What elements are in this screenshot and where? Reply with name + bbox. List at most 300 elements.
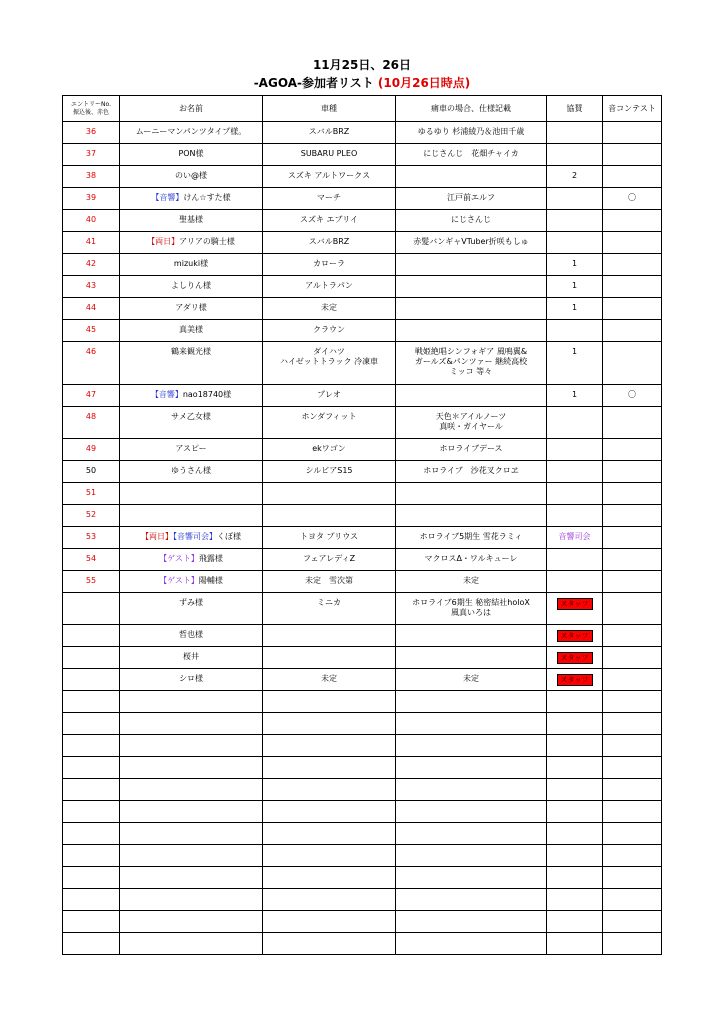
table-row [63,122,662,144]
empty-cell [263,691,396,713]
car-text: スバルBRZ [308,127,350,136]
empty-cell [396,801,547,823]
name-cell [120,407,263,439]
staff-badge: スタッフ [557,630,593,642]
spec-cell [396,593,547,625]
sponsor-cell: 2 [547,166,603,188]
empty-cell [603,757,662,779]
car-text: クラウン [313,325,345,334]
contest-cell [603,625,662,647]
table-row [63,276,662,298]
spec-cell [396,188,547,210]
table-row [63,254,662,276]
car-text: ミニカ [317,598,341,607]
contest-cell [603,549,662,571]
table-row [63,407,662,439]
header-entry-no [63,96,120,122]
entry-no-cell: 55 [63,571,120,593]
entry-no-cell: 45 [63,320,120,342]
contest-cell [603,166,662,188]
name-cell [120,647,263,669]
participant-name: nao18740様 [182,390,232,399]
spec-cell [396,342,547,385]
empty-row [63,933,662,955]
table-row [63,232,662,254]
empty-cell [396,933,547,955]
table-row [63,527,662,549]
sponsor-cell [547,439,603,461]
name-cell [120,527,263,549]
empty-cell [263,889,396,911]
entry-no-cell [63,647,120,669]
participant-name: ゆうさん様 [171,466,211,475]
empty-cell [120,735,263,757]
sponsor-cell: 1 [547,254,603,276]
table-row [63,571,662,593]
car-cell [263,342,396,385]
table-body [63,122,662,955]
empty-cell [263,933,396,955]
empty-cell [120,691,263,713]
empty-row [63,735,662,757]
list-title [0,76,724,90]
table-row [63,647,662,669]
empty-cell [547,691,603,713]
empty-cell [547,757,603,779]
empty-cell [396,757,547,779]
table-row [63,342,662,385]
tag-label: 【両日】 [141,532,173,541]
empty-cell [120,889,263,911]
name-cell [120,625,263,647]
spec-text: にじさんじ 花畑チャイカ [423,149,519,158]
empty-row [63,867,662,889]
car-text: アルトラパン [305,281,353,290]
participant-name: 桜井 [183,652,199,661]
car-text: マーチ [317,193,341,202]
participant-name: よしりん様 [171,281,211,290]
spec-text: にじさんじ [451,215,491,224]
spec-cell [396,407,547,439]
spec-cell [396,232,547,254]
empty-cell [547,845,603,867]
table-row [63,625,662,647]
empty-cell [603,735,662,757]
header-sponsor: 協賛 [547,96,603,122]
spec-text: 江戸前エルフ [447,193,495,202]
empty-cell [603,867,662,889]
empty-cell [263,911,396,933]
car-cell [263,298,396,320]
sponsor-cell [547,549,603,571]
empty-cell [263,845,396,867]
empty-cell [63,713,120,735]
car-cell [263,647,396,669]
sponsor-cell: 音響司会 [547,527,603,549]
empty-cell [603,691,662,713]
empty-cell [120,845,263,867]
empty-cell [603,823,662,845]
empty-row [63,845,662,867]
participant-table [62,95,662,955]
empty-cell [603,933,662,955]
empty-cell [63,779,120,801]
empty-cell [63,845,120,867]
entry-no-cell: 39 [63,188,120,210]
tag-label: 【ゲスト】 [159,576,199,585]
table-row [63,549,662,571]
table-row [63,144,662,166]
spec-cell [396,505,547,527]
contest-cell [603,298,662,320]
spec-cell [396,439,547,461]
empty-cell [263,735,396,757]
participant-name: 鶴来観光様 [171,347,211,356]
empty-cell [547,867,603,889]
as-of-note: (10月26日時点) [377,76,471,90]
empty-cell [63,823,120,845]
car-cell [263,122,396,144]
spec-text: ゆるゆり 杉浦綾乃＆池田千歳 [417,127,525,136]
sponsor-cell [547,483,603,505]
car-text: 未定 [321,674,337,683]
name-cell [120,188,263,210]
sponsor-cell [547,407,603,439]
header-entry-no-line: エントリーNo. [71,100,111,108]
entry-no-cell [63,593,120,625]
participant-name: PON様 [178,149,204,158]
spec-text: 風真いろは [451,608,491,617]
spec-cell [396,122,547,144]
name-cell [120,669,263,691]
empty-row [63,889,662,911]
table-row [63,385,662,407]
car-cell [263,439,396,461]
sponsor-cell [547,232,603,254]
empty-cell [63,757,120,779]
participant-name: サメ乙女様 [171,412,211,421]
spec-cell [396,166,547,188]
contest-cell [603,483,662,505]
spec-cell [396,385,547,407]
car-text: プレオ [317,390,341,399]
table-header-row [63,96,662,122]
car-cell [263,210,396,232]
empty-cell [547,713,603,735]
car-text: シルビアS15 [305,466,353,475]
participant-name: シロ様 [179,674,203,683]
empty-cell [263,801,396,823]
empty-cell [120,713,263,735]
spec-text: 天色＊アイルノーツ [435,412,507,421]
participant-name: mizuki様 [173,259,209,268]
name-cell [120,385,263,407]
spec-cell [396,298,547,320]
empty-cell [396,713,547,735]
empty-cell [396,779,547,801]
empty-cell [120,823,263,845]
sponsor-cell: 1 [547,385,603,407]
tag-label: 【両日】 [147,237,180,246]
empty-cell [396,845,547,867]
participant-name: アリアの騎士様 [179,237,235,246]
contest-cell [603,342,662,385]
car-text: ホンダフィット [301,412,357,421]
spec-cell [396,461,547,483]
spec-cell [396,527,547,549]
contest-cell [603,320,662,342]
table-row [63,298,662,320]
entry-no-cell: 47 [63,385,120,407]
entry-no-cell: 54 [63,549,120,571]
contest-cell [603,505,662,527]
sponsor-cell: 1 [547,276,603,298]
empty-cell [63,691,120,713]
car-text: カローラ [313,259,345,268]
car-cell [263,166,396,188]
name-cell [120,461,263,483]
contest-cell [603,122,662,144]
participant-name: 陽輔様 [198,576,223,585]
contest-cell [603,571,662,593]
contest-cell [603,144,662,166]
participant-name: のい@様 [175,171,207,180]
car-cell [263,669,396,691]
empty-cell [120,779,263,801]
entry-no-cell: 43 [63,276,120,298]
participant-name: けん☆すた様 [183,193,231,202]
header-contest: 音コンテスト [603,96,662,122]
empty-cell [63,889,120,911]
car-cell [263,505,396,527]
car-cell [263,144,396,166]
name-cell [120,144,263,166]
sponsor-cell [547,593,603,625]
table-row [63,505,662,527]
car-cell [263,320,396,342]
spec-text: ホロライブ 沙花叉クロヱ [423,466,519,475]
header-entry-no-line: 振込後、赤色 [72,108,109,116]
empty-cell [547,779,603,801]
spec-cell [396,549,547,571]
spec-text: ホロライブデース [439,444,503,453]
empty-cell [120,911,263,933]
car-cell [263,254,396,276]
header-name: お名前 [120,96,263,122]
car-cell [263,625,396,647]
contest-cell [603,461,662,483]
spec-cell [396,571,547,593]
participant-name: アダリ様 [175,303,207,312]
car-cell [263,549,396,571]
spec-cell [396,144,547,166]
contest-cell [603,593,662,625]
empty-cell [263,713,396,735]
empty-cell [120,933,263,955]
name-cell [120,439,263,461]
sponsor-cell [547,122,603,144]
sponsor-cell [547,647,603,669]
empty-cell [547,801,603,823]
tag-label: 【音響司会】 [173,532,217,541]
spec-text: ガールズ&パンツァー 継続高校 [414,357,528,366]
car-cell [263,276,396,298]
spec-cell [396,254,547,276]
empty-cell [603,845,662,867]
spec-text: 未定 [463,576,479,585]
spec-cell [396,647,547,669]
spec-text: 未定 [463,674,479,683]
empty-cell [263,867,396,889]
empty-cell [63,801,120,823]
empty-cell [120,801,263,823]
car-text: スズキ エブリイ [300,215,358,224]
empty-cell [396,735,547,757]
empty-cell [603,889,662,911]
empty-cell [396,823,547,845]
header-spec: 痛車の場合、仕様記載 [396,96,547,122]
spec-text: ホロライブ5期生 雪花ラミィ [419,532,523,541]
entry-no-cell [63,625,120,647]
car-text: スズキ アルトワークス [287,171,371,180]
sponsor-cell [547,505,603,527]
table-row [63,483,662,505]
empty-cell [547,735,603,757]
empty-cell [263,757,396,779]
entry-no-cell: 37 [63,144,120,166]
participant-name: ムーニーマンパンツタイプ様。 [135,127,247,136]
name-cell [120,122,263,144]
empty-row [63,823,662,845]
empty-cell [396,889,547,911]
spec-text: 真咲・ガイヤール [439,422,503,431]
contest-cell [603,669,662,691]
participant-name: ずみ様 [179,598,203,607]
entry-no-cell: 42 [63,254,120,276]
car-cell [263,527,396,549]
empty-cell [63,933,120,955]
car-text: ekワゴン [312,444,346,453]
car-text: ハイゼットトラック 冷凍車 [280,357,378,366]
car-cell [263,483,396,505]
car-text: トヨタ プリウス [300,532,358,541]
car-cell [263,188,396,210]
contest-cell [603,276,662,298]
spec-cell [396,483,547,505]
entry-no-cell: 48 [63,407,120,439]
table-row [63,439,662,461]
tag-label: 【ゲスト】 [159,554,199,563]
participant-name: 哲也様 [179,630,203,639]
empty-cell [63,867,120,889]
empty-cell [396,691,547,713]
table-row [63,188,662,210]
car-text: スバルBRZ [308,237,350,246]
contest-cell [603,527,662,549]
empty-cell [120,757,263,779]
empty-cell [396,867,547,889]
spec-text: 戦姫絶唱シンフォギア 風鳴翼& [414,347,528,356]
car-cell [263,571,396,593]
list-title-text: -AGOA-参加者リスト [253,76,374,90]
name-cell [120,320,263,342]
participant-name: アスピー [175,444,207,453]
name-cell [120,483,263,505]
car-cell [263,461,396,483]
participant-name: 聖基様 [179,215,203,224]
name-cell [120,505,263,527]
entry-no-cell: 52 [63,505,120,527]
table-row [63,461,662,483]
table-row [63,210,662,232]
empty-cell [263,779,396,801]
empty-cell [603,779,662,801]
name-cell [120,276,263,298]
empty-cell [603,911,662,933]
empty-row [63,713,662,735]
empty-cell [120,867,263,889]
spec-text: ホロライブ6期生 秘密結社holoX [412,598,530,607]
name-cell [120,254,263,276]
contest-cell [603,210,662,232]
car-cell [263,593,396,625]
empty-cell [396,911,547,933]
empty-cell [603,801,662,823]
empty-row [63,757,662,779]
entry-no-cell: 53 [63,527,120,549]
spec-cell [396,669,547,691]
empty-cell [63,735,120,757]
entry-no-cell [63,669,120,691]
sponsor-cell [547,625,603,647]
sponsor-cell: 1 [547,342,603,385]
car-cell [263,385,396,407]
car-text: フェアレディZ [302,554,356,563]
car-text: 未定 雪次第 [305,576,353,585]
entry-no-cell: 44 [63,298,120,320]
spec-cell [396,320,547,342]
entry-no-cell: 50 [63,461,120,483]
sponsor-cell [547,571,603,593]
empty-row [63,691,662,713]
empty-cell [547,911,603,933]
empty-cell [547,889,603,911]
table-row [63,669,662,691]
empty-cell [547,933,603,955]
entry-no-cell: 51 [63,483,120,505]
staff-badge: スタッフ [557,652,593,664]
empty-row [63,911,662,933]
name-cell [120,210,263,232]
contest-cell [603,254,662,276]
header-car: 車種 [263,96,396,122]
entry-no-cell: 49 [63,439,120,461]
spec-cell [396,625,547,647]
entry-no-cell: 38 [63,166,120,188]
car-cell [263,407,396,439]
tag-label: 【音響】 [150,390,183,399]
contest-cell [603,647,662,669]
car-text: SUBARU PLEO [300,149,358,158]
spec-text: ミッコ 等々 [449,367,493,376]
car-text: 未定 [321,303,337,312]
car-text: ダイハツ [313,347,345,356]
name-cell [120,166,263,188]
name-cell [120,549,263,571]
spec-text: 赤髪バンギャVTuber折咲もしゅ [413,237,529,246]
name-cell [120,593,263,625]
sponsor-cell [547,669,603,691]
